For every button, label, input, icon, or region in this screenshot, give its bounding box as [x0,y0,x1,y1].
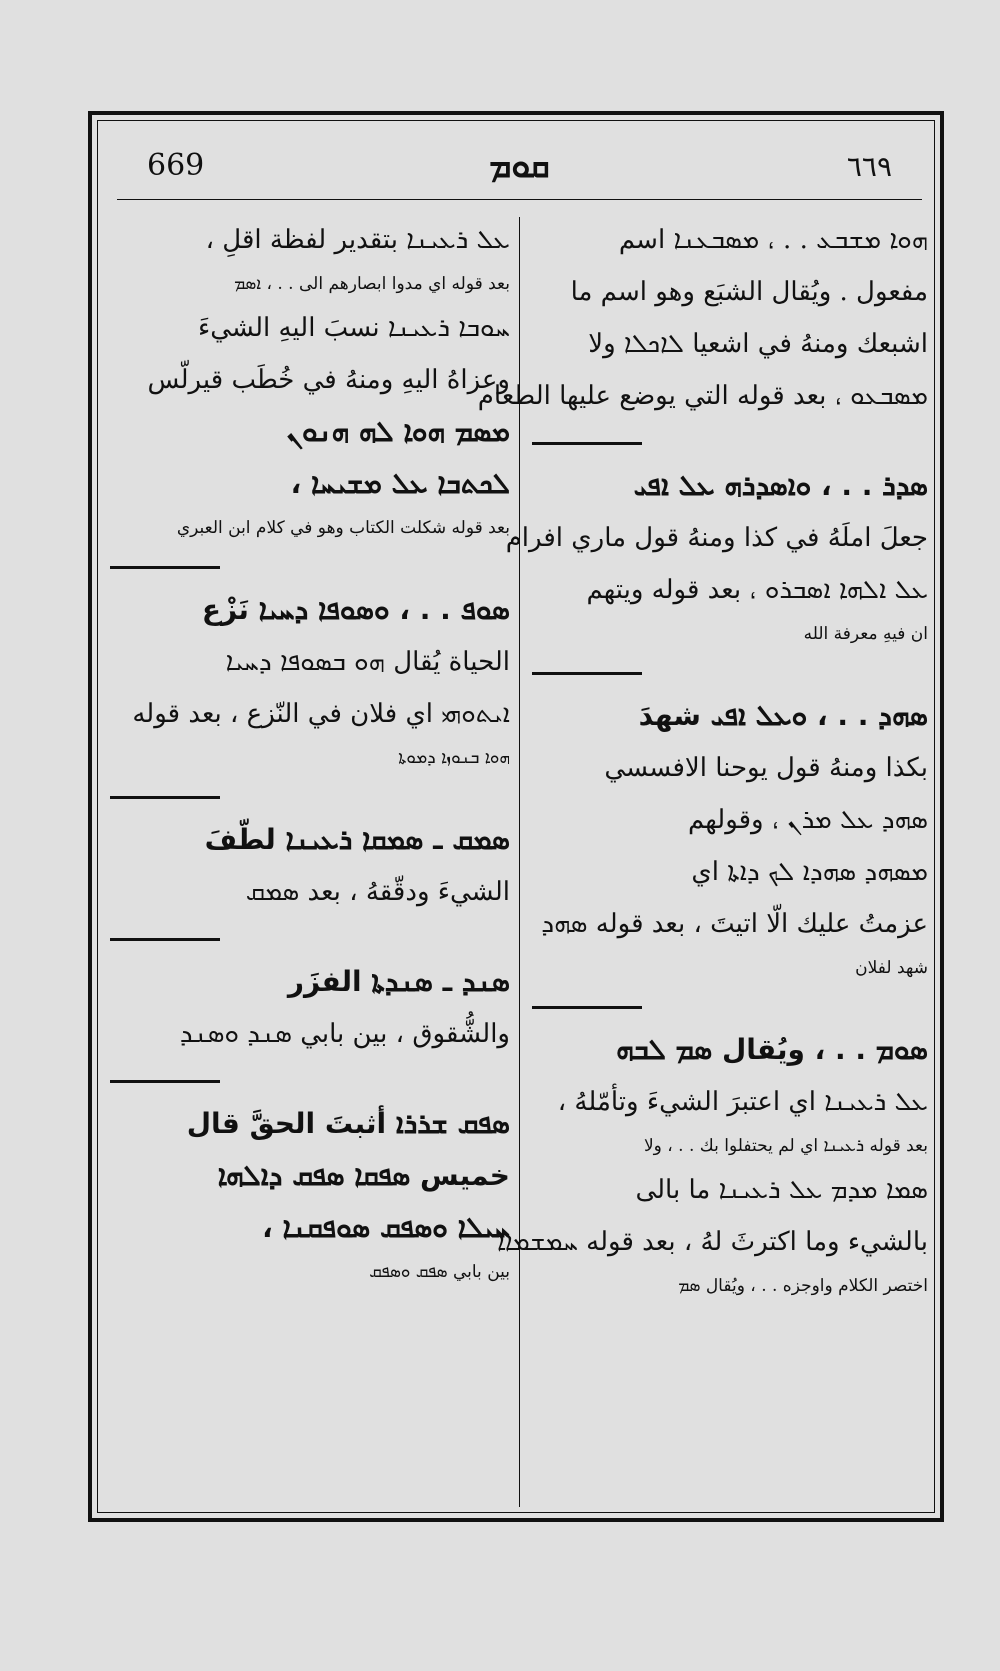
text-line: اختصر الكلام واوجزه . . ، ويُقال ܣܡ [678,1276,928,1296]
text-line: بين بابي ܣܦܩ ܘܣܦܩ [369,1262,510,1282]
text-line: ܣܗܕ . . ، ܘܥܠ ܐܦܝ شهدَ [638,699,928,732]
running-head: ܩܘܡ [489,146,550,186]
text-line: بعد قوله ܪܥܝܢܐ اي لم يحتفلوا بك . . ، ولا [643,1136,928,1156]
text-line: خميس ܣܦܩܐ ܣܦܩ ܕܐܠܗܐ [217,1159,510,1192]
text-line: ܐܝܬܘܗܝ اي فلان في النّزع ، بعد قوله [132,699,510,729]
text-line: الحياة يُقال ܗܘ ܒܣܘܦܐ ܕܚܝܐ [225,647,510,677]
text-line: والشُّقوق ، بين بابي ܣܢܕ ܘܣܢܕ [179,1019,510,1049]
text-line: بالشيء وما اكترثَ لهُ ، بعد قوله ܚܡܫܡܐܐ [497,1227,928,1257]
text-line: ܣܦܩ ܫܪܪܐ أثبتَ الحقَّ قال [186,1107,510,1140]
separator-rule [532,1006,642,1009]
text-line: جعلَ املَهُ في كذا ومنهُ قول ماري افرام [505,523,928,553]
separator-rule [110,1080,220,1083]
text-line: مفعول . ويُقال الشبَع وهو اسم ما [570,277,928,307]
separator-rule [532,672,642,675]
entry-separator [532,652,928,690]
text-line: ܗܘܐ ܒܢܘܙܐ ܕܡܘܬܐ [398,748,510,768]
text-line: ܣܡܐ ܡܕܡ ܥܠ ܪܥܝܢܐ ما بالى [635,1175,928,1205]
text-line: وعزاهُ اليهِ ومنهُ في خُطَب قيرلّس [147,365,510,395]
separator-rule [532,442,642,445]
text-line: ܥܠ ܐܠܗܐ ܐܣܒܪܘ ، بعد قوله ويتهم [586,575,928,605]
text-line: شهد لفلان [855,958,928,978]
text-line: ܣܘܡ . . ، ويُقال ܣܡ ܠܒܗ [616,1033,928,1066]
entry-separator [110,546,510,584]
entry-separator [110,1060,510,1098]
text-line: ܣܗܕ ܥܠ ܡܪܢ ، وقولهم [687,805,928,835]
text-line: ܣܕܪ . . ، ܘܐܣܕܪܗ ܥܠ ܐܦܝ [633,469,928,502]
text-line: ܡܣܡ ܗܘܐ ܠܗ ܗܢܘܢ [286,415,510,448]
text-line: اشبعك ومنهُ في اشعيا ܠܐܟܠܐ ولا [588,329,928,359]
text-line: بعد قوله شكلت الكتاب وهو في كلام ابن العبري [176,518,510,538]
header-rule [117,199,922,200]
text-line: ܥܠ ܪܥܝܢܐ اي اعتبرَ الشيءَ وتأمّلهُ ، [557,1087,928,1117]
separator-rule [110,566,220,569]
right-column [477,214,928,1304]
page-number-arabic: ٦٦٩ [846,150,892,183]
text-line: الشيءَ ودقّقهُ ، بعد ܣܡܩ [245,877,510,907]
separator-rule [110,796,220,799]
text-line: ܣܘܦ . . ، ܘܣܘܦܐ ܕܚܝܐ نَزْع [201,593,510,626]
entry-separator [532,422,928,460]
text-line: بكذا ومنهُ قول يوحنا الافسسي [604,753,928,783]
text-line: ܣܡܩ ـ ܣܡܩܐ ܪܥܝܢܐ لطّفَ [204,823,510,856]
text-line: ان فيهِ معرفة الله [803,624,928,644]
text-line: ܠܟܬܒܐ ܥܠ ܡܫܝܚܐ ، [290,467,510,500]
text-line: بعد قوله اي مدوا ابصارهم الى . . ، ܐܣܡ [234,274,510,294]
text-line: ܣܢܕ ـ ܣܢܕܬܐ الفزَر [287,965,510,998]
text-line: ܚܘܒܐ ܪܥܝܢܐ نسبَ اليهِ الشيءَ [197,313,510,343]
entry-separator [110,918,510,956]
entry-separator [110,776,510,814]
entry-separator [532,986,928,1024]
page-number-latin: 669 [147,148,205,183]
text-line: ܡܣܒܥܘ ، بعد قوله التي يوضع عليها الطعام [477,381,928,411]
text-line: ܥܠ ܪܥܝܢܐ بتقدير لفظة اقلِ ، [205,225,510,255]
left-column [110,214,510,1290]
text-line: ܗܘܐ ܡܫܒܥ . . ، ܡܣܒܥܢܐ اسم [618,225,928,255]
text-line: عزمتُ عليك الّا اتيتَ ، بعد قوله ܣܗܕ [541,909,928,939]
text-line: ܡܣܗܕ ܣܗܕܐ ܠܟ ܕܐܬܐ اي [691,857,928,887]
separator-rule [110,938,220,941]
page-header [117,140,922,200]
text-line: ܚܝܠܐ ܘܣܦܩ ܣܘܦܩܢܐ ، [262,1211,510,1244]
